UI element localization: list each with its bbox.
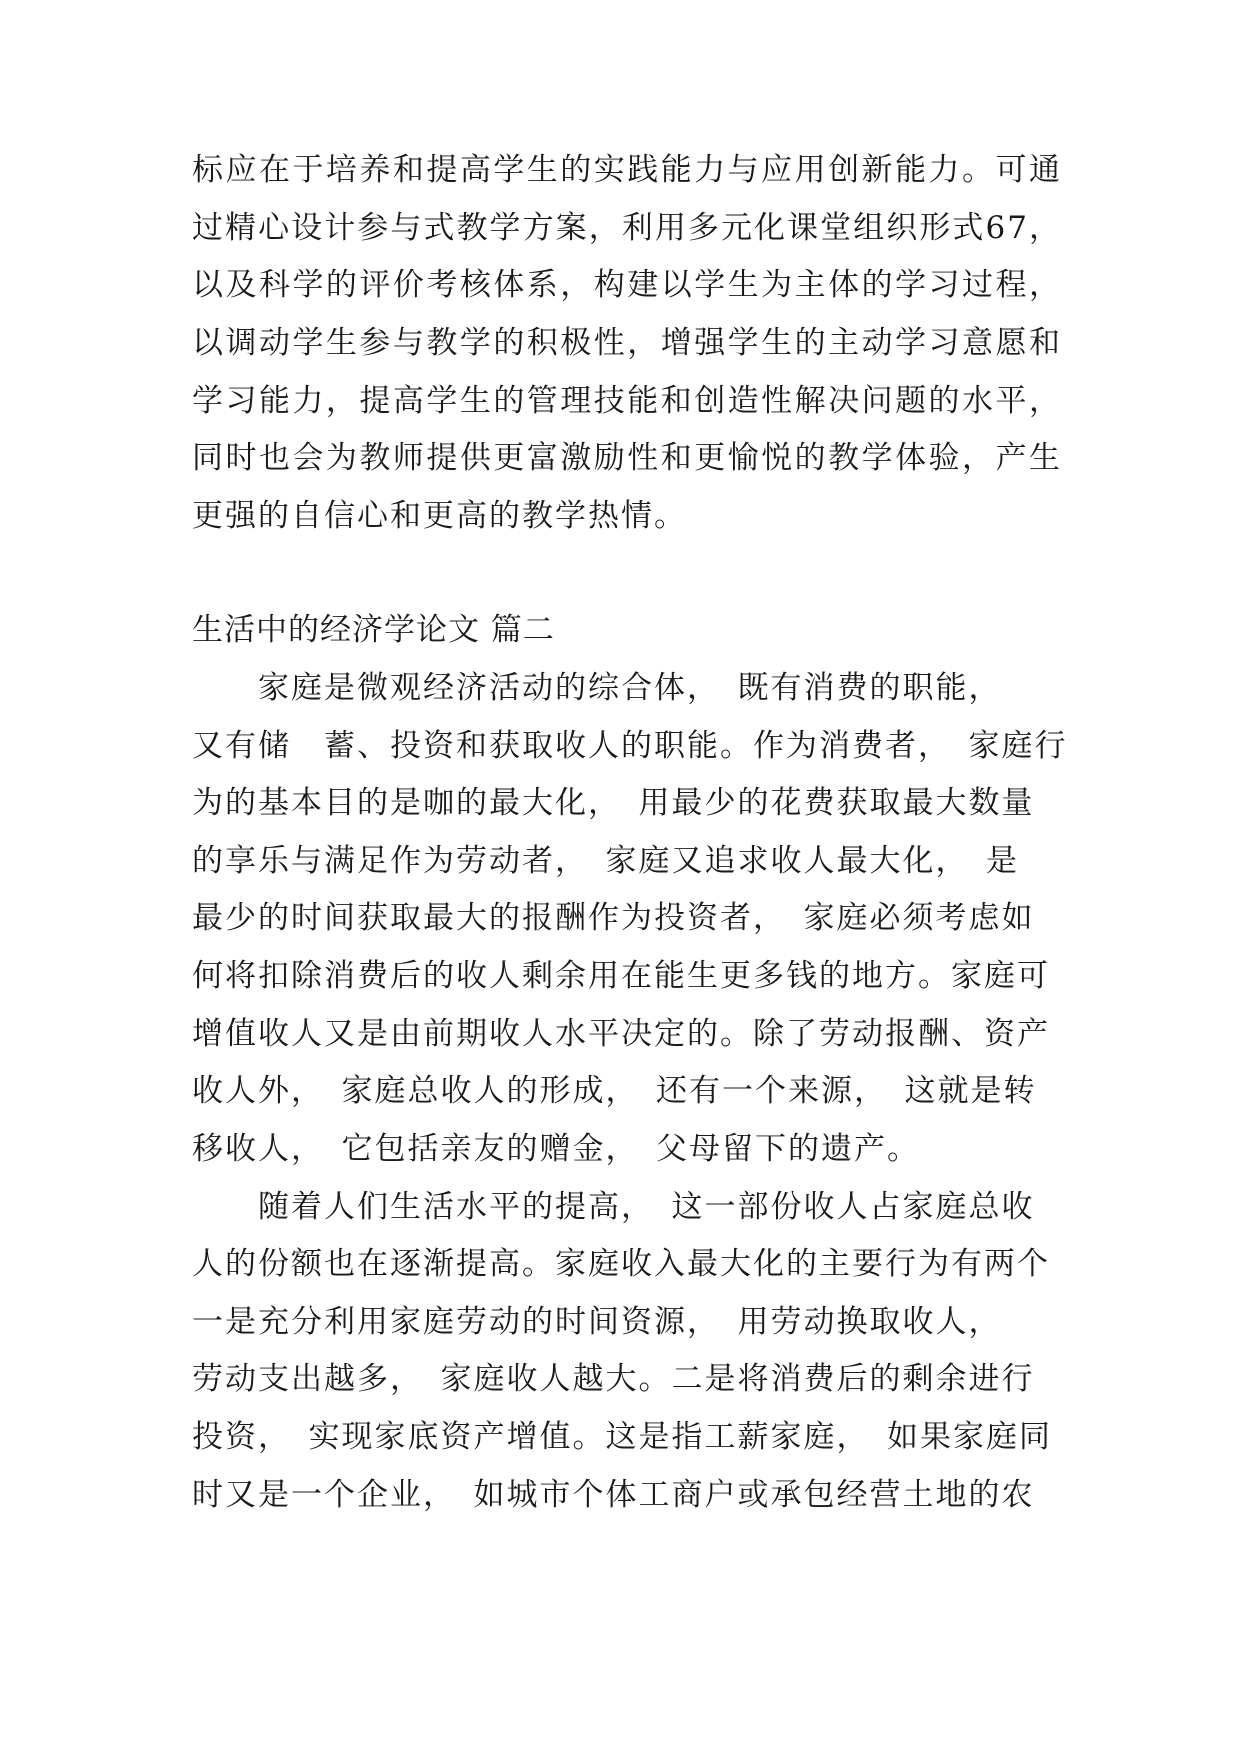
- paragraph2-line-6: 何将扣除消费后的收人剩余用在能生更多钱的地方。家庭可: [192, 958, 1050, 994]
- paragraph2-line-7: 增值收人又是由前期收人水平决定的。除了劳动报酬、资产: [192, 1016, 1050, 1052]
- paragraph1-line-3: 以及科学的评价考核体系，构建以学生为主体的学习过程，: [192, 267, 1062, 303]
- paragraph3-line-4: 劳动支出越多， 家庭收人越大。二是将消费后的剩余进行: [192, 1361, 1035, 1397]
- paragraph2-line-1: 家庭是微观经济活动的综合体， 既有消费的职能，: [192, 670, 1002, 706]
- paragraph2-line-9: 移收人， 它包括亲友的赠金， 父母留下的遗产。: [192, 1131, 920, 1167]
- paragraph3-line-1: 随着人们生活水平的提高， 这一部份收人占家庭总收: [192, 1189, 1035, 1225]
- paragraph3-line-5: 投资， 实现家底资产增值。这是指工薪家庭， 如果家庭同: [192, 1419, 1052, 1455]
- paragraph1-line-5: 学习能力，提高学生的管理技能和创造性解决问题的水平，: [192, 383, 1062, 419]
- paragraph1-line-6: 同时也会为教师提供更富激励性和更愉悦的教学体验，产生: [192, 440, 1062, 476]
- paragraph3-line-6: 时又是一个企业， 如城市个体工商户或承包经营土地的农: [192, 1477, 1035, 1513]
- paragraph3-line-3: 一是充分利用家庭劳动的时间资源， 用劳动换取收人，: [192, 1304, 1002, 1340]
- paragraph1-line-4: 以调动学生参与教学的积极性，增强学生的主动学习意愿和: [192, 325, 1062, 361]
- paragraph3-line-2: 人的份额也在逐渐提高。家庭收入最大化的主要行为有两个: [192, 1246, 1050, 1282]
- paragraph1-line-7: 更强的自信心和更高的教学热情。: [192, 498, 687, 534]
- paragraph2-line-4: 的享乐与满足作为劳动者， 家庭又追求收人最大化， 是: [192, 843, 1019, 879]
- section-title: 生活中的经济学论文 篇二: [192, 612, 555, 648]
- paragraph2-line-2: 又有储 蓄、投资和获取收人的职能。作为消费者， 家庭行: [192, 728, 1068, 764]
- paragraph2-line-8: 收人外， 家庭总收人的形成， 还有一个来源， 这就是转: [192, 1073, 1037, 1109]
- paragraph2-line-3: 为的基本目的是咖的最大化， 用最少的花费获取最大数量: [192, 785, 1035, 821]
- paragraph1-line-1: 标应在于培养和提高学生的实践能力与应用创新能力。可通: [192, 152, 1062, 188]
- paragraph2-line-5: 最少的时间获取最大的报酬作为投资者， 家庭必须考虑如: [192, 900, 1035, 936]
- paragraph1-line-2: 过精心设计参与式教学方案，利用多元化课堂组织形式67，: [192, 210, 1062, 246]
